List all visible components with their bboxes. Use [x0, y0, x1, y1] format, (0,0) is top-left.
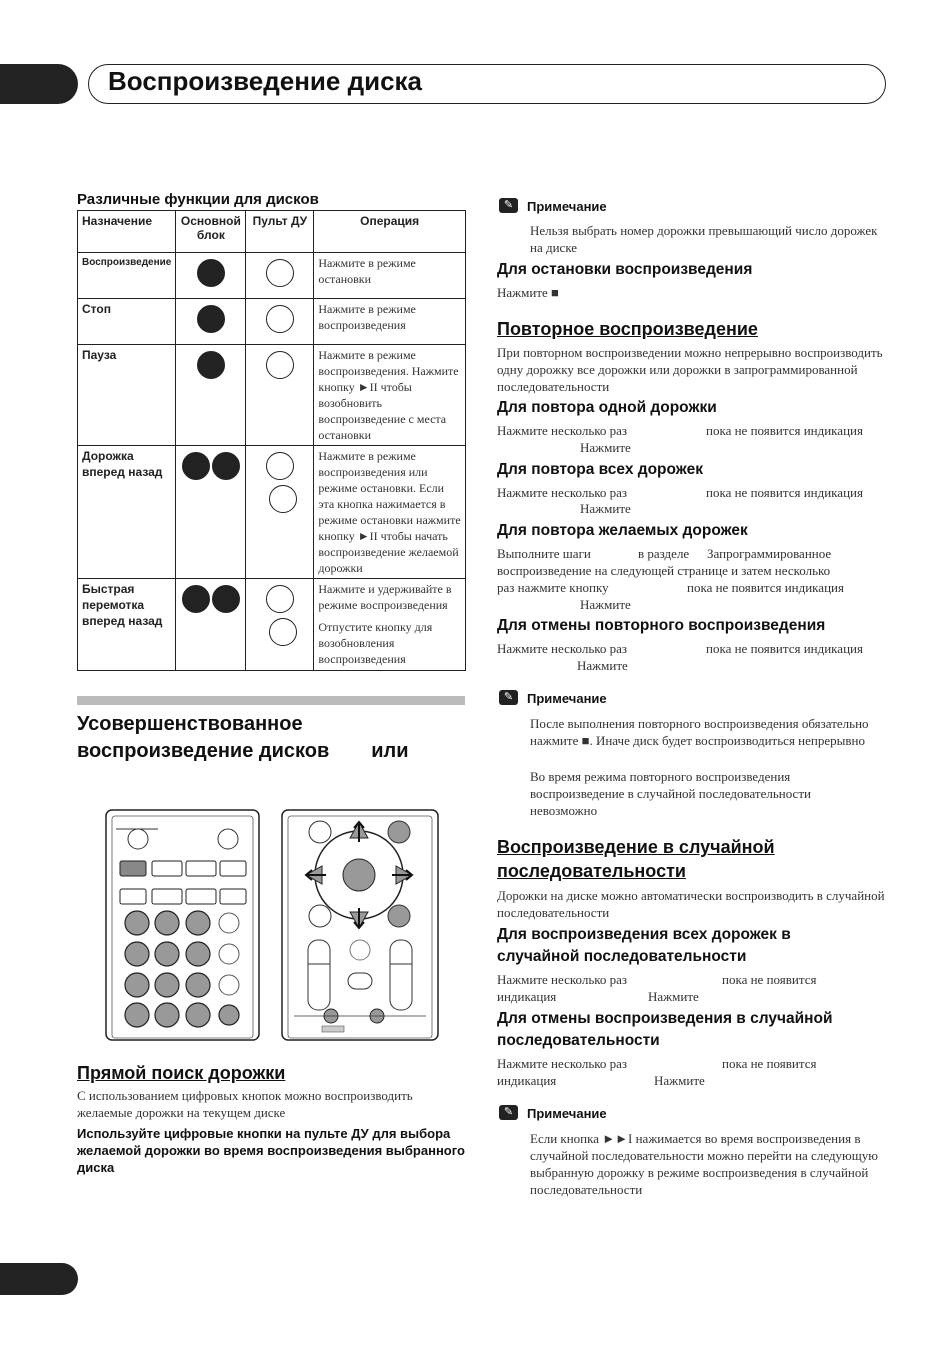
table-row [78, 299, 466, 345]
repeat-desired-text: воспроизведение на следующей странице и затем несколько [497, 563, 831, 578]
row-op: Нажмите и удерживайте в режиме воспроизведения [318, 582, 452, 612]
random-text: Дорожки на диске можно автоматически воспроизводить в случайной последовательности [497, 888, 885, 920]
col-header: Основной блок [176, 211, 246, 253]
random-all-text: Нажмите [648, 989, 699, 1004]
random-cancel-title: Для отмены воспроизведения в случайной последовательности [497, 1010, 833, 1049]
direct-search-title: Прямой поиск дорожки [77, 1063, 286, 1083]
row-op: Нажмите в режиме воспроизведения [314, 299, 466, 345]
repeat-cancel-text: пока не появится индикация [706, 641, 863, 656]
note-text: Во время режима повторного воспроизведения воспроизведение в случайной последовательности невозможно [530, 769, 811, 818]
repeat-title: Повторное воспроизведение [497, 319, 758, 339]
col-header: Назначение [78, 211, 176, 253]
row-name: Пауза [78, 345, 176, 446]
random-cancel-text: пока не появится [722, 1056, 817, 1071]
random-all-title: Для воспроизведения всех дорожек в случайной последовательности [497, 926, 791, 965]
row-op: Нажмите в режиме остановки [314, 253, 466, 299]
note-text: Нельзя выбрать номер дорожки превышающий число дорожек на диске [530, 223, 878, 255]
repeat-all-text: пока не появится индикация [706, 485, 863, 500]
repeat-one-text: пока не появится индикация [706, 423, 863, 438]
row-name: Быстрая перемотка вперед назад [78, 579, 176, 671]
stop-title: Для остановки воспроизведения [497, 261, 753, 278]
random-title: Воспроизведение в случайной последовательности [497, 837, 775, 881]
remote-fast-forward-icon [269, 618, 297, 646]
repeat-one-text: Нажмите [580, 440, 631, 455]
play-button-icon [197, 259, 225, 287]
random-cancel-text: индикация [497, 1073, 557, 1088]
repeat-desired-text: Выполните шаги [497, 546, 591, 561]
repeat-all-text: Нажмите несколько раз [497, 485, 628, 500]
repeat-one-text: Нажмите несколько раз [497, 423, 628, 438]
stop-text: Нажмите ■ [497, 285, 559, 300]
pause-button-icon [197, 351, 225, 379]
note-pencil-icon: ✎ [499, 198, 518, 213]
col-header: Пульт ДУ [246, 211, 314, 253]
note-heading: Примечание [527, 691, 607, 706]
row-name: Воспроизведение [78, 253, 176, 299]
repeat-one-title: Для повтора одной дорожки [497, 399, 717, 416]
repeat-text: При повторном воспроизведении можно непрерывно воспроизводить одну дорожку все дорожки или дорожки в запрограммированной последовательности [497, 345, 883, 394]
random-cancel-text: Нажмите [654, 1073, 705, 1088]
remote-illustration [104, 808, 440, 1042]
remote-play-button-icon [266, 259, 294, 287]
note-heading: Примечание [527, 199, 607, 214]
track-next-button-icon [212, 452, 240, 480]
table-row [78, 253, 466, 299]
repeat-all-text: Нажмите [580, 501, 631, 516]
section-divider [77, 696, 465, 705]
remote-track-next-icon [269, 485, 297, 513]
rewind-button-icon [182, 585, 210, 613]
page-tab-bottom [0, 1263, 78, 1295]
repeat-desired-text: раз нажмите кнопку [497, 580, 609, 595]
random-cancel-text: Нажмите несколько раз [497, 1056, 628, 1071]
repeat-desired-title: Для повтора желаемых дорожек [497, 522, 748, 539]
row-name: Стоп [78, 299, 176, 345]
row-op-secondary: Отпустите кнопку для возобновления воспроизведения [318, 620, 433, 666]
remote-stop-button-icon [266, 305, 294, 333]
remote-rewind-icon [266, 585, 294, 613]
table-header-row [78, 211, 466, 253]
remote-track-prev-icon [266, 452, 294, 480]
repeat-cancel-text: Нажмите несколько раз [497, 641, 628, 656]
table-row [78, 579, 466, 671]
repeat-desired-text: пока не появится индикация [687, 580, 844, 595]
row-op: Нажмите в режиме воспроизведения или режиме остановки. Если эта кнопка нажимается в режиме остановки нажмите кнопку ►II чтобы начать воспроизведение желаемой дорожки [314, 446, 466, 579]
table-title: Различные функции для дисков [77, 191, 319, 208]
direct-search-instruction: Используйте цифровые кнопки на пульте ДУ для выбора желаемой дорожки во время воспроизведения выбранного диска [77, 1126, 465, 1175]
random-all-text: Нажмите несколько раз [497, 972, 628, 987]
repeat-desired-text: Запрограммированное [707, 546, 832, 561]
note-text: Если кнопка ►►I нажимается во время воспроизведения в случайной последовательности можно перейти на следующую выбранную дорожку в режиме воспроизведения в случайной последовательности [530, 1131, 878, 1197]
track-prev-button-icon [182, 452, 210, 480]
repeat-desired-text: Нажмите [580, 597, 631, 612]
advanced-title: Усовершенствованное воспроизведение дисков или [77, 713, 409, 762]
remote-pause-button-icon [266, 351, 294, 379]
note-pencil-icon: ✎ [499, 690, 518, 705]
repeat-desired-text: в разделе [638, 546, 690, 561]
note-pencil-icon: ✎ [499, 1105, 518, 1120]
note-text: После выполнения повторного воспроизведения обязательно нажмите ■. Иначе диск будет воспроизводиться непрерывно [530, 716, 869, 748]
row-op: Нажмите в режиме воспроизведения. Нажмите кнопку ►II чтобы возобновить воспроизведение с места остановки [314, 345, 466, 446]
stop-button-icon [197, 305, 225, 333]
fast-forward-button-icon [212, 585, 240, 613]
random-all-text: индикация [497, 989, 557, 1004]
row-name: Дорожка вперед назад [78, 446, 176, 579]
direct-search-text: С использованием цифровых кнопок можно воспроизводить желаемые дорожки на текущем диске [77, 1088, 413, 1120]
table-row [78, 446, 466, 579]
col-header: Операция [314, 211, 466, 253]
page-title: Воспроизведение диска [108, 66, 423, 96]
random-all-text: пока не появится [722, 972, 817, 987]
functions-table [77, 210, 466, 671]
repeat-all-title: Для повтора всех дорожек [497, 461, 703, 478]
repeat-cancel-text: Нажмите [577, 658, 628, 673]
page-tab-top [0, 64, 78, 104]
table-row [78, 345, 466, 446]
repeat-cancel-title: Для отмены повторного воспроизведения [497, 617, 826, 634]
note-heading: Примечание [527, 1106, 607, 1121]
